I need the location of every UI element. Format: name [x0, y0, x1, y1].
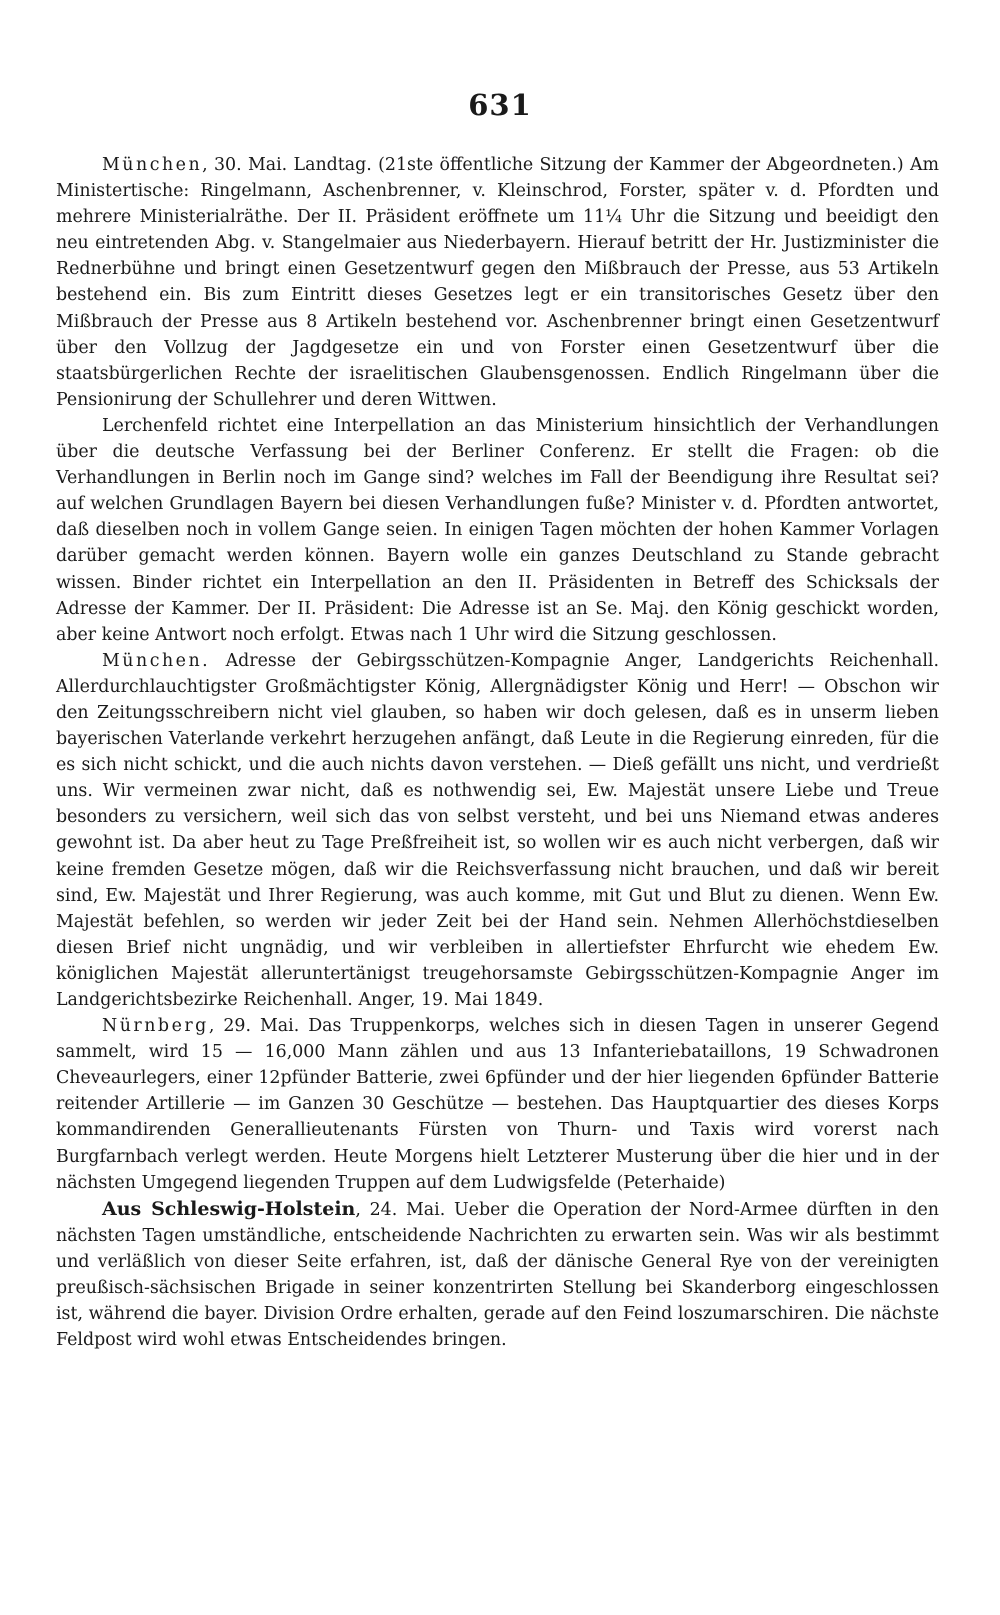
page-number: 631	[468, 88, 532, 122]
paragraph-interpellation	[56, 413, 939, 648]
paragraph-text: , 30. Mai. Landtag. (21ste öffentliche Sitzung der Kammer der Abgeordneten.) Am Ministertische: Ringelmann, Aschenbrenner, v. Kleinschrod, Forster, später v. d. Pfordten und mehrere Ministerialräthe. Der II. Präsident eröffnete um 11¼ Uhr die Sitzung und beeidigt den neu eintretenden Abg. v. Stangelmaier aus Niederbayern. Hierauf betritt der Hr. Justizminister die Rednerbühne und bringt einen Gesetzentwurf gegen den Mißbrauch der Presse, aus 53 Artikeln bestehend ein. Bis zum Eintritt dieses Gesetzes legt er ein transitorisches Gesetz über den Mißbrauch der Presse aus 8 Artikeln bestehend vor. Aschenbrenner bringt einen Gesetzentwurf über den Vollzug der Jagdgesetze ein und von Forster einen Gesetzentwurf über die staatsbürgerlichen Rechte der israelitischen Glaubensgenossen. Endlich Ringelmann über die Pensionirung der Schullehrer und deren Wittwen.	[56, 155, 939, 410]
paragraph-adresse	[56, 648, 939, 1013]
paragraph-text: , 29. Mai. Das Truppenkorps, welches sich in diesen Tagen in unserer Gegend sammelt, wird 15 — 16,000 Mann zählen und aus 13 Infanteriebataillons, 19 Schwadronen Cheveaurlegers, einer 12pfünder Batterie, zwei 6pfünder und der hier liegenden 6pfünder Batterie reitender Artillerie — im Ganzen 30 Geschütze — bestehen. Das Hauptquartier des dieses Korps kommandirenden Generallieutenants Fürsten von Thurn- und Taxis wird vorerst nach Burgfarnbach verlegt werden. Heute Morgens hielt Letzterer Musterung über die hier und in der nächsten Umgegend liegenden Truppen auf dem Ludwigsfelde (Peterhaide)	[56, 1016, 939, 1193]
paragraph-text: , 24. Mai. Ueber die Operation der Nord-Armee dürften in den nächsten Tagen umständliche, entscheidende Nachrichten zu erwarten sein. Was wir als bestimmt und verläßlich von dieser Seite erfahren, ist, daß der dänische General Rye von der vereinigten preußisch-sächsischen Brigade in seiner konzentrirten Stellung bei Skanderborg eingeschlossen ist, während die bayer. Division Ordre erhalten, gerade auf den Feind loszumarschiren. Die nächste Feldpost wird wohl etwas Entscheidendes bringen.	[56, 1199, 939, 1351]
dateline-city: München.	[102, 650, 211, 671]
paragraph-lead: Lerchenfeld	[102, 415, 209, 436]
dateline-heading: Aus Schleswig-Holstein	[102, 1197, 356, 1220]
paragraph-landtag	[56, 152, 939, 413]
paragraph-schleswig-holstein	[56, 1196, 939, 1354]
paragraph-text: Adresse der Gebirgsschützen-Kompagnie Anger, Landgerichts Reichenhall. Allerdurchlauchtigster Großmächtigster König, Allergnädigster König und Herr! — Obschon wir den Zeitungsschreibern nicht viel glauben, so haben wir doch gelesen, daß es in unserm lieben bayerischen Vaterlande verkehrt herzugehen anfängt, daß Leute in die Regierung einreden, für die es sich nicht schickt, und die auch nichts davon verstehen. — Dieß gefällt uns nicht, und verdrießt uns. Wir vermeinen zwar nicht, daß es nothwendig sei, Ew. Majestät unsere Liebe und Treue besonders zu versichern, weil sich das von selbst versteht, und bei uns Niemand etwas anderes gewohnt ist. Da aber heut zu Tage Preßfreiheit ist, so wollen wir es auch nicht verbergen, daß wir keine fremden Gesetze mögen, daß wir die Reichsverfassung nicht brauchen, und daß wir bereit sind, Ew. Majestät und Ihrer Regierung, was auch komme, mit Gut und Blut zu dienen. Wenn Ew. Majestät befehlen, so werden wir jeder Zeit bei der Hand sein. Nehmen Allerhöchstdieselben diesen Brief nicht ungnädig, und wir verbleiben in allertiefster Ehrfurcht wie ehedem Ew. königlichen Majestät alleruntertänigst treugehorsamste Gebirgsschützen-Kompagnie Anger im Landgerichtsbezirke Reichenhall. Anger, 19. Mai 1849.	[56, 650, 939, 1010]
dateline-city: Nürnberg	[102, 1016, 209, 1037]
paragraph-text: richtet eine Interpellation an das Ministerium hinsichtlich der Verhandlungen über die deutsche Verfassung bei der Berliner Conferenz. Er stellt die Fragen: ob die Verhandlungen in Berlin noch im Gange sind? welches im Fall der Beendigung ihre Resultat sei? auf welchen Grundlagen Bayern bei diesen Verhandlungen fuße? Minister v. d. Pfordten antwortet, daß dieselben noch in vollem Gange seien. In einigen Tagen möchten der hohen Kammer Vorlagen darüber gemacht werden können. Bayern wolle ein ganzes Deutschland zu Stande gebracht wissen. Binder richtet ein Interpellation an den II. Präsidenten in Betreff des Schicksals der Adresse der Kammer. Der II. Präsident: Die Adresse ist an Se. Maj. den König geschickt worden, aber keine Antwort noch erfolgt. Etwas nach 1 Uhr wird die Sitzung geschlossen.	[56, 415, 939, 645]
article-body	[56, 152, 939, 1353]
paragraph-nuernberg	[56, 1013, 939, 1196]
dateline-city: München	[102, 155, 203, 175]
